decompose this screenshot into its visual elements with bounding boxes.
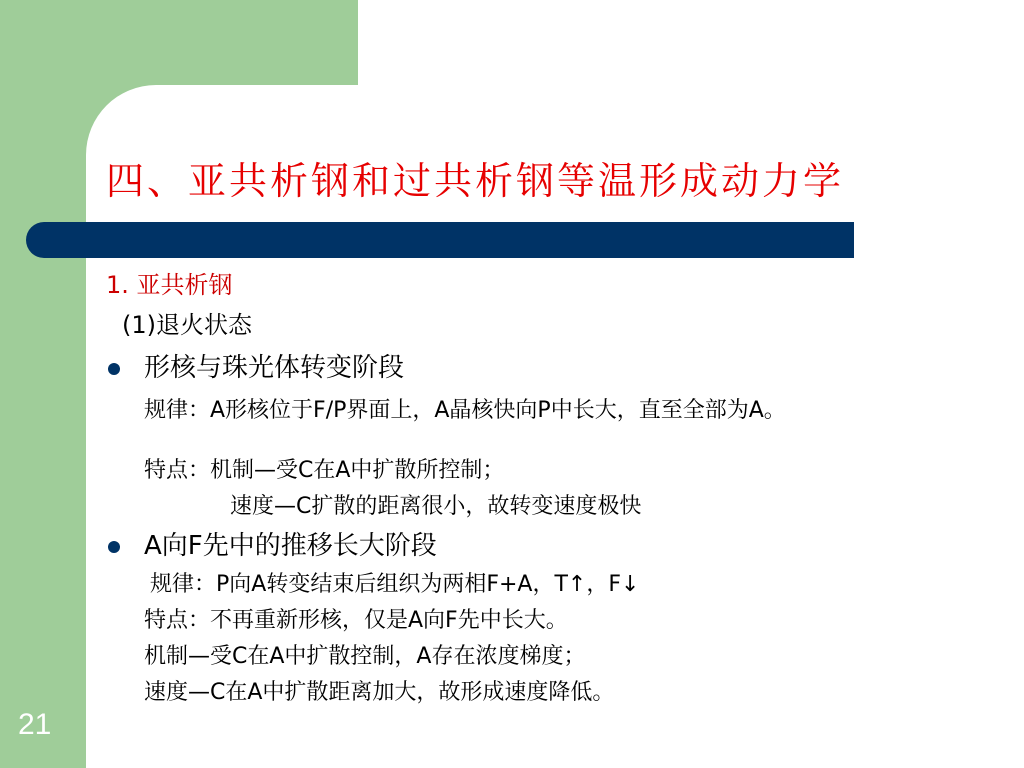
bullet-icon: [108, 363, 120, 375]
slide-number: 21: [18, 708, 52, 741]
bullet-2-mechanism: 机制—受C在A中扩散控制，A存在浓度梯度；: [144, 644, 586, 669]
bullet-icon: [108, 541, 120, 553]
section-heading: 1. 亚共析钢: [106, 271, 233, 299]
slide-title: 四、亚共析钢和过共析钢等温形成动力学: [106, 159, 845, 203]
bullet-2-rule: 规律：P向A转变结束后组织为两相F+A，T↑，F↓: [150, 572, 640, 597]
bullet-2-feature: 特点：不再重新形核，仅是A向F先中长大。: [144, 608, 568, 633]
bullet-2-speed: 速度—C在A中扩散距离加大，故形成速度降低。: [144, 680, 615, 705]
top-white-area: [358, 0, 1024, 85]
subheading: (1)退火状态: [122, 311, 252, 339]
bullet-2-label: A向F先中的推移长大阶段: [144, 531, 437, 561]
title-underline-bar: [26, 222, 854, 258]
bullet-1-rule: 规律：A形核位于F/P界面上，A晶核快向P中长大，直至全部为A。: [144, 398, 786, 423]
bullet-1-feature: 特点：机制—受C在A中扩散所控制；: [144, 458, 505, 483]
bullet-1-speed: 速度—C扩散的距离很小，故转变速度极快: [230, 494, 642, 519]
bullet-1-label: 形核与珠光体转变阶段: [144, 353, 405, 383]
